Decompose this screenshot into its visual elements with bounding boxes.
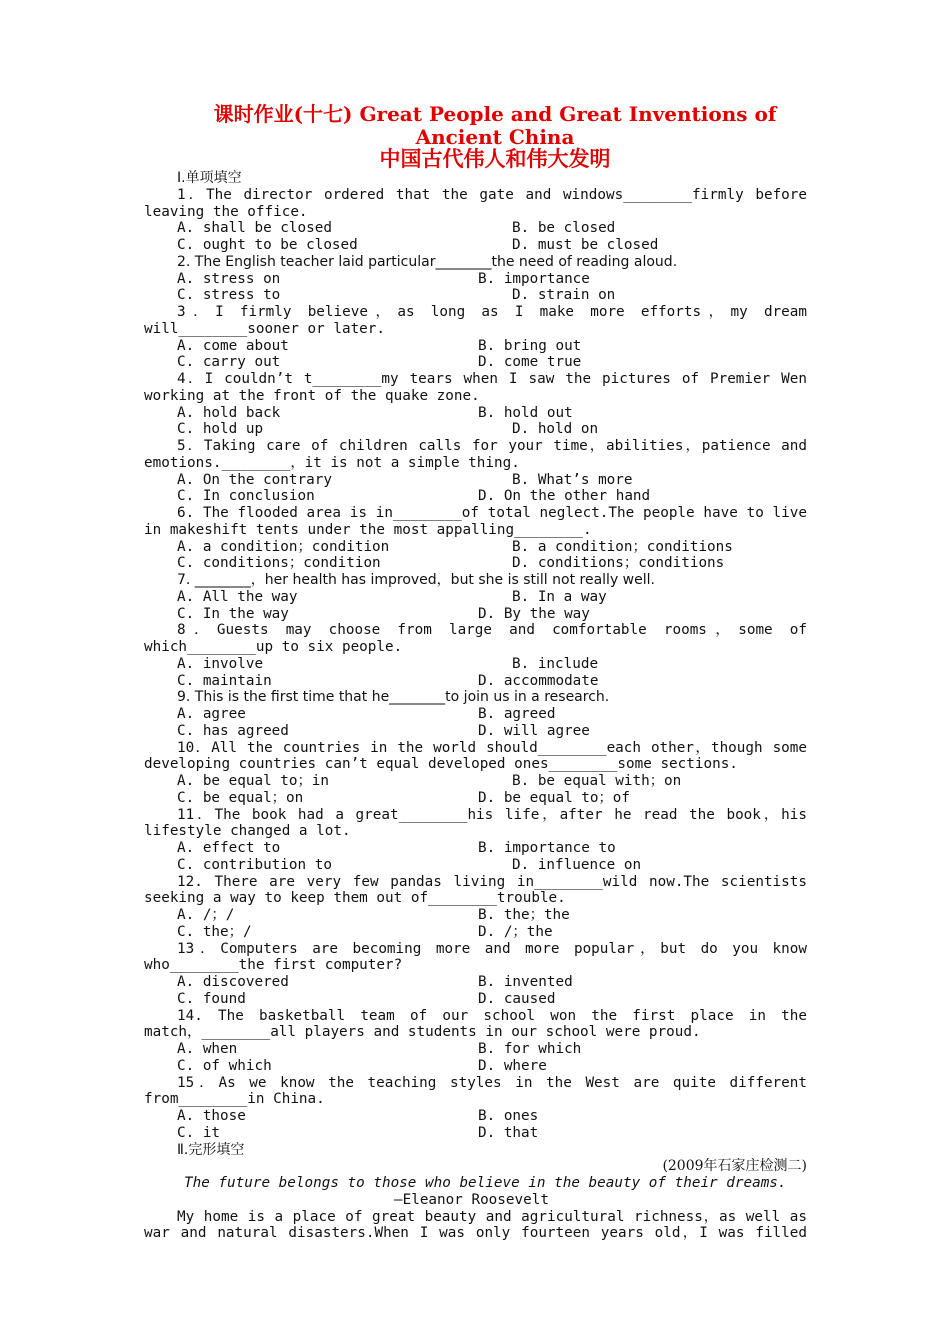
question-stem: 6. The flooded area is in________of total neglect.The people have to live xyxy=(177,505,807,521)
option-row xyxy=(144,405,807,422)
option-d: D. strain on xyxy=(512,287,616,304)
option-c: C. stress to xyxy=(177,287,281,304)
option-row xyxy=(144,773,807,790)
question-item xyxy=(144,187,807,254)
question-stem-continued: from________in China. xyxy=(144,1091,325,1108)
option-a: A. effect to xyxy=(177,840,281,856)
option-a: A. stress on xyxy=(177,270,281,287)
option-row xyxy=(144,1108,807,1125)
option-d: D. /；the xyxy=(478,923,553,940)
section-heading-single-choice: Ⅰ.单项填空 xyxy=(177,170,242,186)
option-row xyxy=(144,991,807,1008)
option-row xyxy=(144,555,807,572)
option-c: C. of which xyxy=(177,1057,272,1074)
option-c: C. In the way xyxy=(177,605,289,622)
question-item xyxy=(144,572,807,622)
question-stem: 5．Taking care of children calls for your time，abilities，patience and xyxy=(177,438,807,454)
option-row xyxy=(144,488,807,505)
page-title-chinese: 中国古代伟人和伟大发明 xyxy=(379,147,611,171)
question-stem: 2. The English teacher laid particular________the need of reading aloud. xyxy=(177,253,678,270)
question-stem: 4．I couldn’t t________my tears when I saw the pictures of Premier Wen xyxy=(177,371,807,387)
option-d: D. will agree xyxy=(478,722,590,739)
section-heading-cloze: Ⅱ.完形填空 xyxy=(177,1141,245,1158)
option-a: A. shall be closed xyxy=(177,220,332,237)
question-item xyxy=(144,304,807,371)
question-item xyxy=(144,371,807,438)
option-b: B. importance xyxy=(478,270,590,287)
option-d: D. come true xyxy=(478,354,582,371)
option-d: D. By the way xyxy=(478,605,590,622)
option-a: A. hold back xyxy=(177,404,281,421)
option-a: A. agree xyxy=(177,706,246,722)
option-d: D. hold on xyxy=(512,421,599,438)
option-d: D. be equal to；of xyxy=(478,789,631,806)
option-row xyxy=(144,1058,807,1075)
question-stem-continued: leaving the office. xyxy=(144,203,308,220)
question-item xyxy=(144,689,807,739)
option-b: B. for which xyxy=(478,1041,582,1057)
option-a: A. involve xyxy=(177,655,264,672)
option-row xyxy=(144,907,807,924)
page-title-line-1: 课时作业(十七) Great People and Great Inventions of xyxy=(213,102,777,126)
option-a: A. be equal to；in xyxy=(177,773,330,789)
option-b: B. agreed xyxy=(478,706,556,722)
question-item xyxy=(144,622,807,689)
question-stem-continued: seeking a way to keep them out of________trouble. xyxy=(144,890,566,907)
option-d: D. that xyxy=(478,1124,539,1141)
option-row xyxy=(144,857,807,874)
option-b: B. be equal with；on xyxy=(512,773,682,789)
epigraph-quote: The future belongs to those who believe in the beauty of their dreams. xyxy=(184,1175,787,1191)
option-row xyxy=(144,287,807,304)
question-stem: 11．The book had a great________his life，after he read the book，his xyxy=(177,806,807,823)
option-row xyxy=(144,706,807,723)
question-item xyxy=(144,874,807,941)
question-list xyxy=(144,187,807,1142)
question-item xyxy=(144,1008,807,1075)
option-b: B. the；the xyxy=(478,907,570,923)
option-d: D. conditions；conditions xyxy=(512,555,725,572)
option-c: C. In conclusion xyxy=(177,488,315,505)
option-row xyxy=(144,656,807,673)
question-stem: 9. This is the first time that he________to join us in a research. xyxy=(177,689,610,706)
option-a: A. those xyxy=(177,1108,246,1124)
question-stem-continued: emotions.________，it is not a simple thing. xyxy=(144,454,520,471)
question-stem: 10．All the countries in the world should________each other，though some xyxy=(177,739,807,756)
option-a: A. when xyxy=(177,1041,238,1057)
option-a: A. a condition；condition xyxy=(177,538,390,555)
question-item xyxy=(144,438,807,505)
option-row xyxy=(144,723,807,740)
page-title-line-2: Ancient China xyxy=(415,125,575,149)
option-c: C. the；/ xyxy=(177,923,252,940)
option-c: C. conditions；condition xyxy=(177,555,381,572)
option-a: A. /；/ xyxy=(177,907,235,923)
option-b: B. What’s more xyxy=(512,471,633,488)
question-stem: 8．Guests may choose from large and comfortable rooms，some of xyxy=(177,622,807,639)
option-row xyxy=(144,338,807,355)
question-stem: 3．I firmly believe，as long as I make more efforts，my dream xyxy=(177,304,807,320)
option-b: B. be closed xyxy=(512,220,616,237)
option-row xyxy=(144,421,807,438)
option-b: B. importance to xyxy=(478,840,616,856)
option-c: C. has agreed xyxy=(177,722,289,739)
option-b: B. include xyxy=(512,655,599,672)
option-b: B. In a way xyxy=(512,588,607,605)
question-stem-continued: in makeshift tents under the most appalling________. xyxy=(144,521,592,538)
option-c: C. it xyxy=(177,1124,221,1141)
question-stem: 7. ________，her health has improved，but she is still not really well. xyxy=(177,572,655,588)
option-a: A. All the way xyxy=(177,588,298,605)
option-row xyxy=(144,472,807,489)
question-stem: 13．Computers are becoming more and more popular，but do you know xyxy=(177,940,807,957)
question-stem: 1．The director ordered that the gate and windows________firmly before xyxy=(177,186,807,203)
option-row xyxy=(144,790,807,807)
question-stem-continued: which________up to six people. xyxy=(144,639,403,655)
question-stem: 14. The basketball team of our school won the first place in the xyxy=(177,1007,807,1024)
option-row xyxy=(144,539,807,556)
option-row xyxy=(144,271,807,288)
question-stem: 15．As we know the teaching styles in the West are quite different xyxy=(177,1074,807,1091)
option-d: D. accommodate xyxy=(478,672,599,689)
question-item xyxy=(144,505,807,572)
option-row xyxy=(144,974,807,991)
question-stem-continued: will________sooner or later. xyxy=(144,320,386,337)
option-row xyxy=(144,589,807,606)
option-b: B. bring out xyxy=(478,337,582,354)
option-c: C. hold up xyxy=(177,421,264,438)
passage-line: war and natural disasters.When I was only fourteen years old，I was filled xyxy=(144,1225,807,1242)
option-row xyxy=(144,840,807,857)
question-item xyxy=(144,807,807,874)
question-item xyxy=(144,941,807,1008)
option-d: D. influence on xyxy=(512,856,642,873)
option-row xyxy=(144,1125,807,1142)
question-stem: 12. There are very few pandas living in________wild now.The scientists xyxy=(177,873,807,890)
question-stem-continued: working at the front of the quake zone. xyxy=(144,387,480,404)
document-body xyxy=(144,170,807,1242)
question-stem-continued: lifestyle changed a lot. xyxy=(144,823,351,840)
epigraph-author: —Eleanor Roosevelt xyxy=(394,1191,549,1208)
option-row xyxy=(144,606,807,623)
option-c: C. ought to be closed xyxy=(177,237,358,253)
option-b: B. invented xyxy=(478,974,573,990)
option-d: D. On the other hand xyxy=(478,488,651,505)
option-a: A. come about xyxy=(177,337,289,354)
option-c: C. found xyxy=(177,990,246,1007)
option-b: B. a condition；conditions xyxy=(512,538,733,555)
option-row xyxy=(144,220,807,237)
question-item xyxy=(144,1075,807,1142)
option-row xyxy=(144,354,807,371)
option-row xyxy=(144,237,807,254)
option-d: D. caused xyxy=(478,990,556,1007)
option-row xyxy=(144,924,807,941)
option-c: C. be equal；on xyxy=(177,789,304,806)
option-c: C. maintain xyxy=(177,672,272,689)
question-item xyxy=(144,254,807,304)
option-d: D. where xyxy=(478,1057,547,1074)
option-row xyxy=(144,1041,807,1058)
passage-source: (2009年石家庄检测二) xyxy=(662,1158,807,1175)
question-stem-continued: match，________all players and students in our school were proud. xyxy=(144,1024,701,1041)
question-stem-continued: developing countries can’t equal developed ones________some sections. xyxy=(144,756,738,773)
option-a: A. discovered xyxy=(177,974,289,990)
question-stem-continued: who________the first computer? xyxy=(144,957,403,974)
option-b: B. hold out xyxy=(478,404,573,421)
question-item xyxy=(144,740,807,807)
option-row xyxy=(144,673,807,690)
option-c: C. carry out xyxy=(177,354,281,371)
option-d: D. must be closed xyxy=(512,237,659,253)
option-a: A. On the contrary xyxy=(177,471,332,488)
passage-line: My home is a place of great beauty and agricultural richness，as well as xyxy=(177,1208,807,1225)
option-b: B. ones xyxy=(478,1108,539,1124)
option-c: C. contribution to xyxy=(177,856,332,873)
